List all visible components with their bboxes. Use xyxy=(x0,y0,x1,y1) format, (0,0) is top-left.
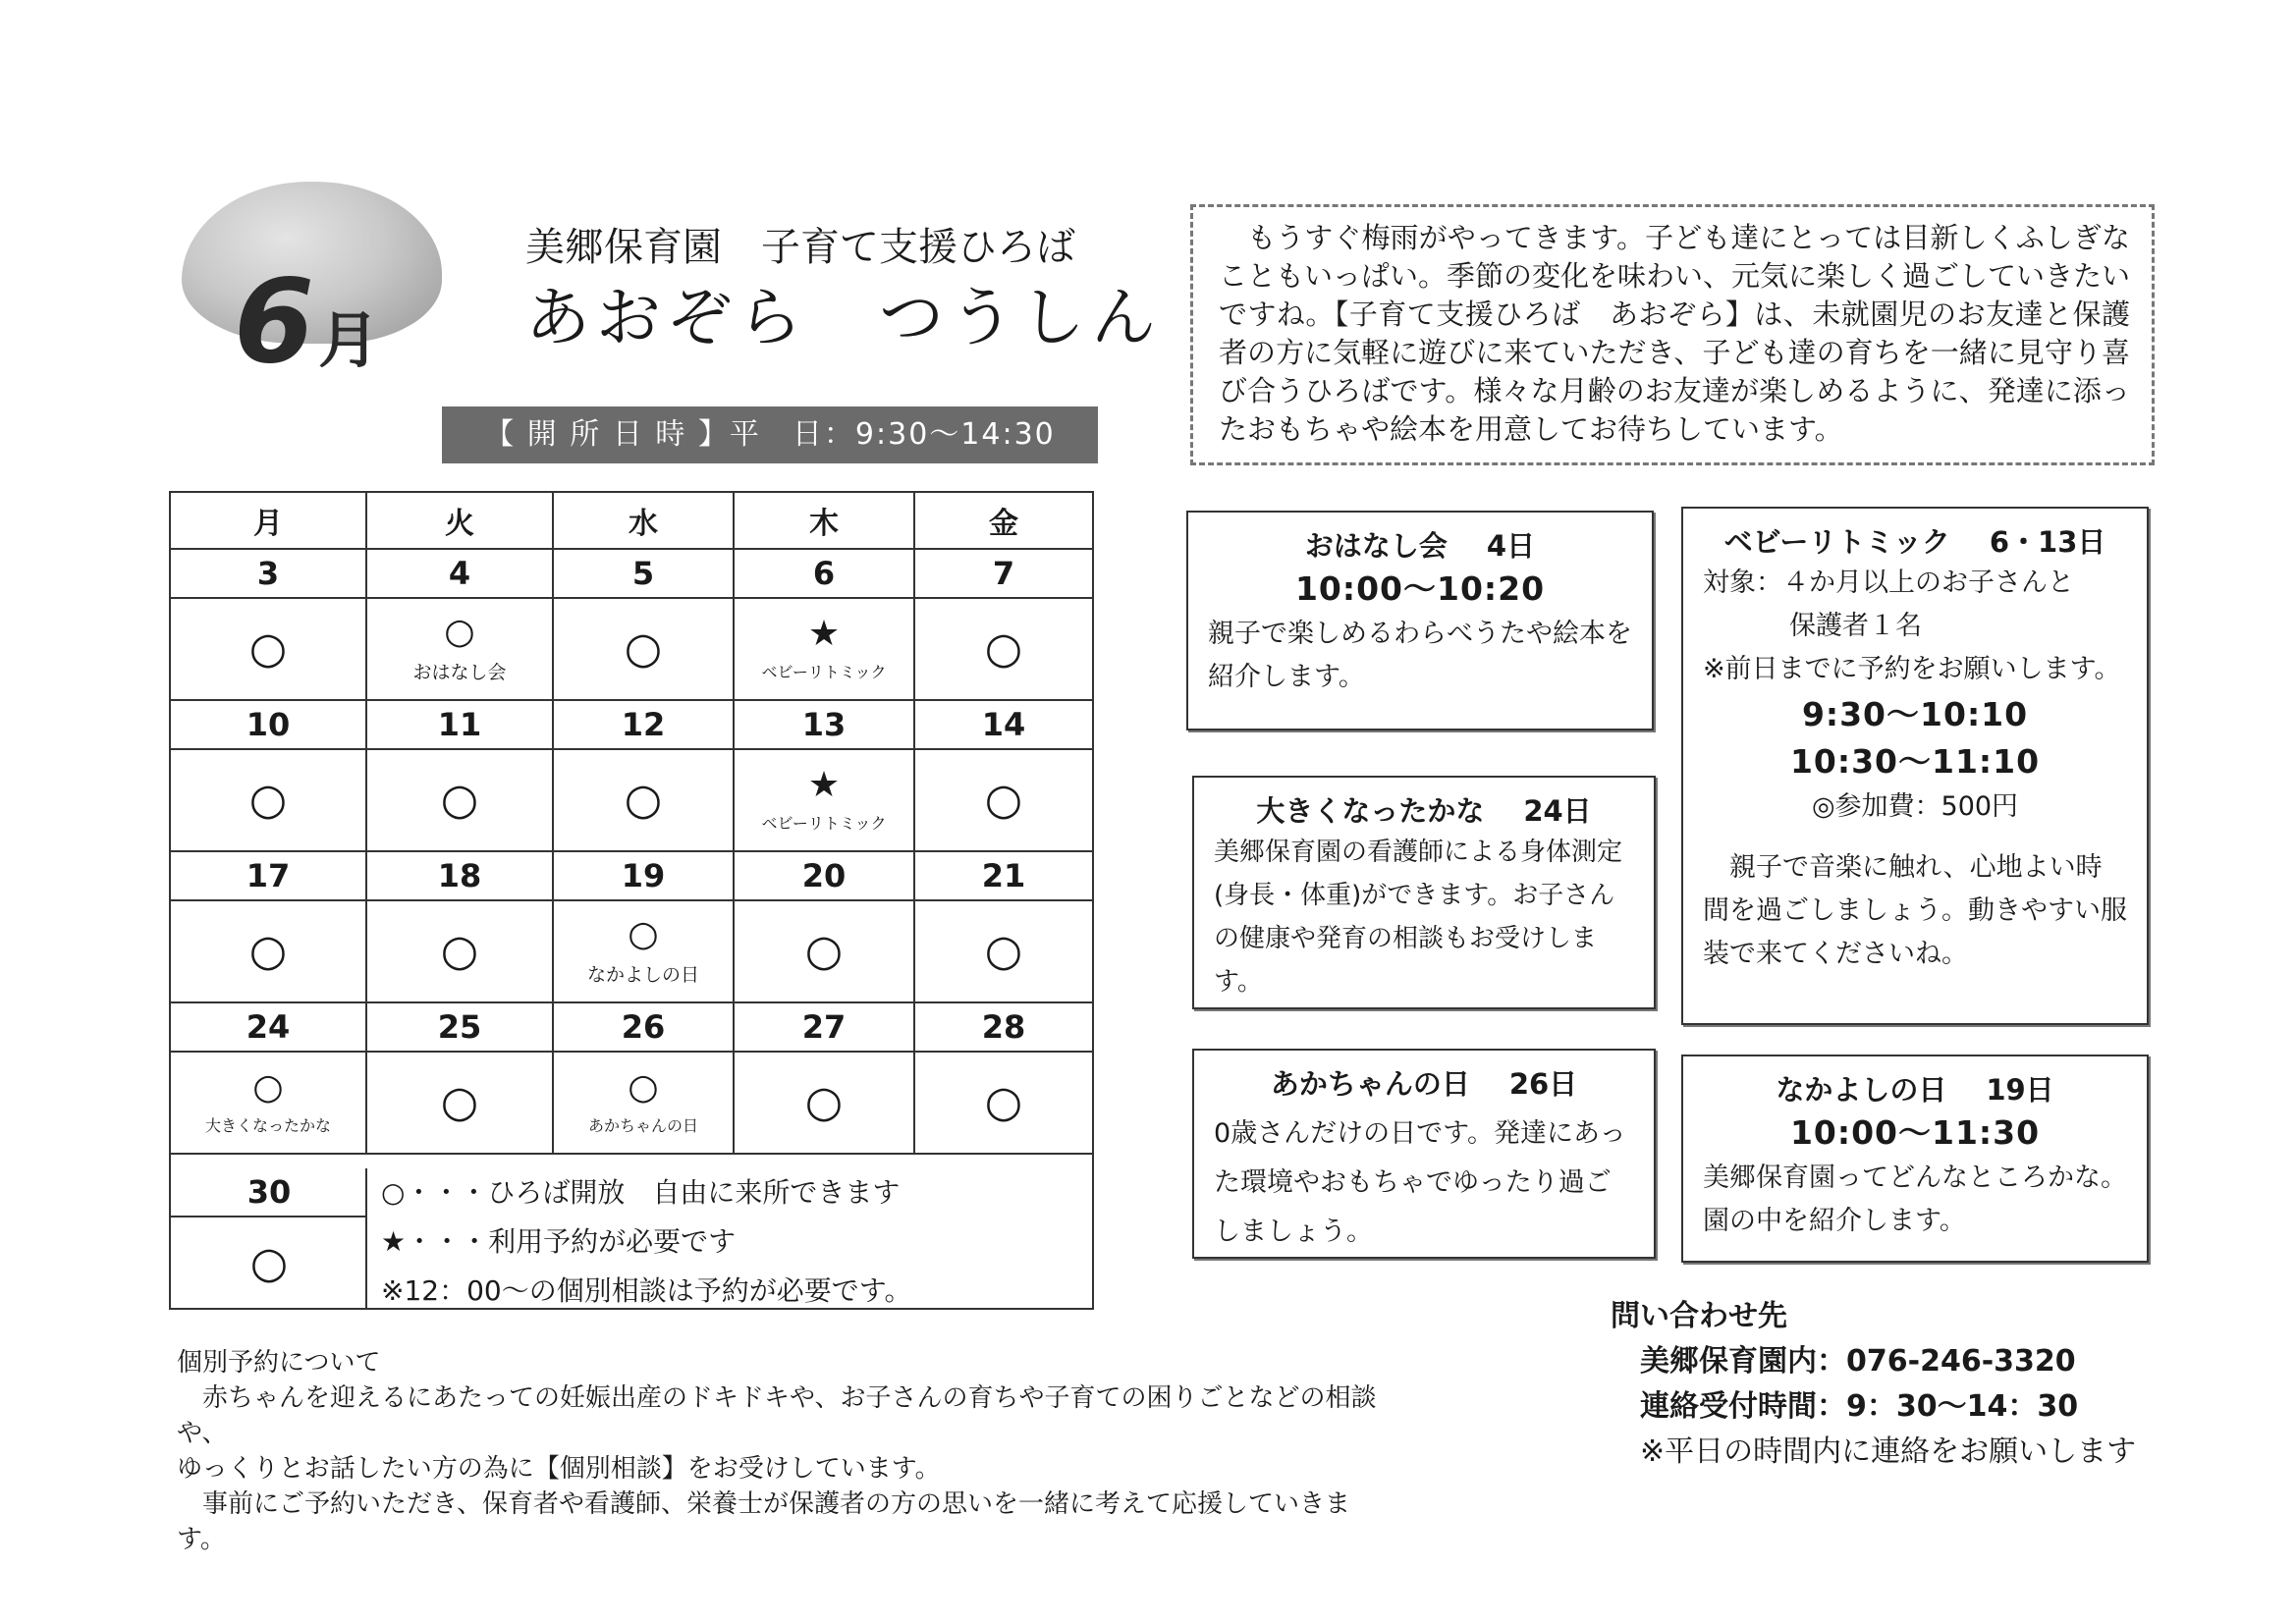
open-circle-icon: ○ xyxy=(248,623,288,674)
event-reserve: ※前日までに予約をお願いします。 xyxy=(1703,654,2121,684)
date-number: 11 xyxy=(437,706,482,743)
date-number: 13 xyxy=(801,706,847,743)
date-number: 7 xyxy=(992,555,1015,592)
event-day: 24日 xyxy=(1523,794,1592,828)
event-target2: 保護者１名 xyxy=(1789,611,1922,641)
event-desc: 美郷保育園ってどんなところかな。園の中を紹介します。 xyxy=(1703,1163,2127,1236)
mark-cell xyxy=(171,1053,367,1155)
date-number: 19 xyxy=(621,857,666,894)
notes-line: 赤ちゃんを迎えるにあたっての妊娠出産のドキドキや、お子さんの育ちや子育ての困りごとなどの相談や、 xyxy=(177,1383,1377,1448)
date-cell xyxy=(171,1168,367,1217)
mark-cell xyxy=(171,1217,367,1310)
date-number: 18 xyxy=(437,857,482,894)
notes-line: 事前にご予約いただき、保育者や看護師、栄養士が保護者の方の思いを一緒に考えて応援していきます。 xyxy=(177,1489,1350,1554)
open-circle-icon: ○ xyxy=(624,623,663,674)
event-box-ookiku xyxy=(1192,776,1656,1009)
day-name: 火 xyxy=(445,507,474,541)
mark-cell xyxy=(554,1053,735,1155)
date-cell xyxy=(735,1003,915,1053)
date-cell xyxy=(171,852,367,901)
event-day: 6・13日 xyxy=(1989,525,2106,559)
date-cell xyxy=(915,550,1092,599)
event-box-nakayoshi xyxy=(1681,1055,2149,1263)
open-circle-icon: ○ xyxy=(624,775,663,825)
event-title: 大きくなったかな xyxy=(1256,794,1485,828)
date-number: 5 xyxy=(631,555,655,592)
mark-cell xyxy=(367,750,554,852)
event-heading xyxy=(1214,791,1634,831)
month-label: 6月 xyxy=(234,253,380,389)
event-heading xyxy=(1703,1070,2127,1109)
event-box-ohanashi xyxy=(1186,511,1654,730)
contact-hours: 連絡受付時間：9：30～14：30 xyxy=(1640,1389,2079,1424)
calendar-mark-row xyxy=(171,901,1092,1003)
date-number: 24 xyxy=(246,1008,291,1046)
contact-note: ※平日の時間内に連絡をお願いします xyxy=(1640,1434,2137,1469)
calendar-mark-row xyxy=(171,1053,1092,1155)
event-time-2: 10:30～11:10 xyxy=(1789,742,2041,781)
date-cell xyxy=(367,1003,554,1053)
date-number: 28 xyxy=(981,1008,1026,1046)
event-heading xyxy=(1208,526,1632,566)
calendar-header-row xyxy=(171,493,1092,550)
mark-cell xyxy=(554,599,735,701)
event-heading xyxy=(1214,1064,1634,1104)
open-circle-icon: ○ xyxy=(444,611,475,652)
date-number: 6 xyxy=(812,555,836,592)
calendar-date-row xyxy=(171,852,1092,901)
calendar-mark-row xyxy=(171,750,1092,852)
date-number: 10 xyxy=(246,706,291,743)
date-cell xyxy=(554,852,735,901)
subtitle: 美郷保育園 子育て支援ひろば xyxy=(525,225,1075,270)
open-circle-icon: ○ xyxy=(440,775,479,825)
open-hours-banner: 【 開 所 日 時 】平 日：9:30～14:30 xyxy=(442,406,1098,463)
day-header-cell xyxy=(171,493,367,550)
open-circle-icon: ○ xyxy=(804,1077,844,1127)
individual-consult-notes xyxy=(177,1345,1394,1557)
date-number: 3 xyxy=(256,555,280,592)
open-circle-icon: ○ xyxy=(248,775,288,825)
mark-cell xyxy=(915,599,1092,701)
contact-title: 問い合わせ先 xyxy=(1611,1299,1787,1333)
date-number: 14 xyxy=(981,706,1026,743)
intro-message: もうすぐ梅雨がやってきます。子ども達にとっては目新しくふしぎなこともいっぱい。季節の変化を味わい、元気に楽しく過ごしていきたいですね。【子育て支援ひろば あおぞら】は、未就園児のお友達と保護者の方に気軽に遊びに来ていただき、子ども達の育ちを一緒に見守り喜び合うひろばです。様々な月齢のお友達が楽しめるように、発達に添ったおもちゃや絵本を用意してお待ちしています。 xyxy=(1190,204,2155,465)
day-header-cell xyxy=(554,493,735,550)
open-circle-icon: ○ xyxy=(984,623,1023,674)
date-number: 4 xyxy=(448,555,471,592)
date-number: 17 xyxy=(246,857,291,894)
mark-cell xyxy=(171,599,367,701)
event-title: おはなし会 xyxy=(1304,529,1448,563)
notes-line: ゆっくりとお話したい方の為に【個別相談】をお受けしています。 xyxy=(177,1454,941,1484)
event-title: あかちゃんの日 xyxy=(1270,1067,1470,1101)
event-fee: ◎参加費：500円 xyxy=(1811,791,2019,822)
mark-cell xyxy=(915,750,1092,852)
open-circle-icon: ○ xyxy=(984,1077,1023,1127)
date-cell xyxy=(915,852,1092,901)
day-header-cell xyxy=(367,493,554,550)
open-circle-icon: ○ xyxy=(252,1066,284,1108)
day-name: 水 xyxy=(629,507,658,541)
day-name: 月 xyxy=(253,507,283,541)
date-cell xyxy=(915,1003,1092,1053)
mark-cell xyxy=(735,901,915,1003)
open-circle-icon: ○ xyxy=(248,926,288,976)
calendar-event-label: ベビーリトミック xyxy=(761,813,887,833)
open-mark: ○ xyxy=(249,1238,289,1288)
event-desc: 0歳さんだけの日です。発達にあった環境やおもちゃでゆったり過ごしましょう。 xyxy=(1214,1118,1626,1247)
calendar-event-label: 大きくなったかな xyxy=(204,1115,331,1135)
calendar-date-row xyxy=(171,1003,1092,1053)
mark-cell xyxy=(735,1053,915,1155)
open-circle-icon: ○ xyxy=(984,775,1023,825)
event-time: 10:00～10:20 xyxy=(1294,569,1546,608)
date-cell xyxy=(171,1003,367,1053)
event-desc: 美郷保育園の看護師による身体測定(身長・体重)ができます。お子さんの健康や発育の相談もお受けします。 xyxy=(1214,838,1623,997)
mark-cell xyxy=(915,1053,1092,1155)
event-heading xyxy=(1703,522,2127,562)
mark-cell xyxy=(367,599,554,701)
event-title: なかよしの日 xyxy=(1776,1073,1947,1107)
event-day: 26日 xyxy=(1508,1067,1578,1101)
page-title: あおぞら つうしん xyxy=(525,280,1162,355)
notes-title: 個別予約について xyxy=(177,1348,381,1378)
calendar-table xyxy=(169,491,1094,1310)
mark-cell xyxy=(554,750,735,852)
open-circle-icon: ○ xyxy=(984,926,1023,976)
date-cell xyxy=(367,852,554,901)
date-cell xyxy=(171,701,367,750)
mark-cell xyxy=(915,901,1092,1003)
calendar-event-label: なかよしの日 xyxy=(586,963,699,986)
event-title: ベビーリトミック xyxy=(1723,525,1950,559)
event-box-baby-rhythmic xyxy=(1681,507,2149,1025)
date-cell xyxy=(367,701,554,750)
mark-cell xyxy=(171,901,367,1003)
date-cell xyxy=(554,550,735,599)
day-name: 金 xyxy=(989,507,1018,541)
event-desc: 親子で音楽に触れ、心地よい時間を過ごしましょう。動きやすい服装で来てくださいね。 xyxy=(1703,852,2127,969)
contact-info xyxy=(1611,1294,2160,1475)
date-cell xyxy=(367,550,554,599)
date-cell xyxy=(171,550,367,599)
calendar-date-row xyxy=(171,550,1092,599)
date-number: 21 xyxy=(981,857,1026,894)
date-number: 25 xyxy=(437,1008,482,1046)
calendar-event-label: あかちゃんの日 xyxy=(587,1115,698,1135)
date-number: 26 xyxy=(621,1008,666,1046)
date-cell xyxy=(554,701,735,750)
day-name: 木 xyxy=(809,507,839,541)
legend-reserve: ★・・・利用予約が必要です xyxy=(381,1225,737,1258)
legend-open: ○・・・ひろば開放 自由に来所できます xyxy=(381,1176,901,1209)
open-circle-icon: ○ xyxy=(440,1077,479,1127)
event-time-1: 9:30～10:10 xyxy=(1801,695,2029,733)
date-number: 12 xyxy=(621,706,666,743)
open-circle-icon: ○ xyxy=(440,926,479,976)
event-target: 対象：４か月以上のお子さんと xyxy=(1703,568,2074,598)
date-number: 20 xyxy=(801,857,847,894)
open-circle-icon: ○ xyxy=(804,926,844,976)
open-circle-icon: ○ xyxy=(628,1066,659,1108)
calendar-date-row xyxy=(171,701,1092,750)
mark-cell xyxy=(367,901,554,1003)
mark-cell xyxy=(171,750,367,852)
event-time: 10:00～11:30 xyxy=(1789,1113,2041,1152)
day-header-cell xyxy=(915,493,1092,550)
date-number: 30 xyxy=(246,1173,292,1211)
calendar-mark-row xyxy=(171,599,1092,701)
day-header-cell xyxy=(735,493,915,550)
contact-phone: 美郷保育園内：076-246-3320 xyxy=(1640,1344,2076,1379)
open-circle-icon: ○ xyxy=(628,913,659,954)
event-desc: 親子で楽しめるわらべうたや絵本を紹介します。 xyxy=(1208,619,1632,692)
legend-consult: ※12：00～の個別相談は予約が必要です。 xyxy=(381,1274,912,1307)
event-box-akachan xyxy=(1192,1049,1656,1259)
calendar-event-label: ベビーリトミック xyxy=(761,662,887,681)
date-cell xyxy=(735,852,915,901)
mark-cell xyxy=(367,1053,554,1155)
mark-cell xyxy=(735,599,915,701)
mark-cell xyxy=(735,750,915,852)
calendar-event-label: おはなし会 xyxy=(412,661,507,683)
date-cell xyxy=(735,701,915,750)
date-number: 27 xyxy=(801,1008,847,1046)
date-cell xyxy=(915,701,1092,750)
date-cell xyxy=(554,1003,735,1053)
reservation-star-icon: ★ xyxy=(807,764,841,805)
mark-cell xyxy=(554,901,735,1003)
date-cell xyxy=(735,550,915,599)
calendar-legend xyxy=(367,1168,1092,1308)
event-day: 19日 xyxy=(1986,1073,2054,1107)
event-day: 4日 xyxy=(1486,529,1536,563)
reservation-star-icon: ★ xyxy=(807,613,841,654)
